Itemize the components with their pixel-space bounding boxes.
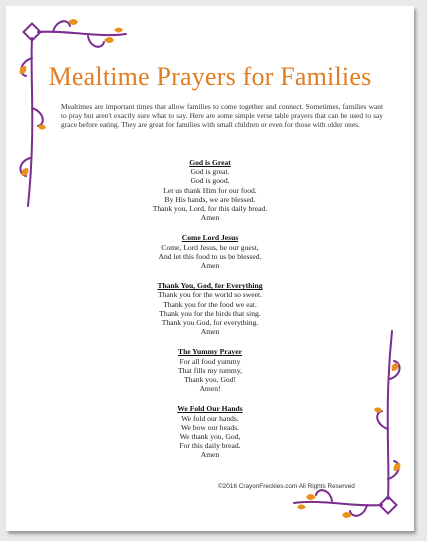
prayer-line: Amen (200, 213, 220, 223)
prayer-title: The Yummy Prayer (178, 347, 242, 357)
prayer-line: Thank you for the food we eat. (163, 299, 257, 309)
prayer-god-is-great (6, 158, 414, 222)
prayer-line: Thank you, Lord, for this daily bread. (152, 204, 268, 214)
prayer-line: Thank you, God! (183, 375, 237, 385)
prayer-line: We fold our hands. (181, 413, 239, 423)
prayer-line: Come, Lord Jesus, be our guest, (161, 242, 259, 252)
prayer-line: Thank you for the world so sweet. (158, 290, 262, 300)
prayer-line: We thank you, God, (179, 432, 241, 442)
prayer-line: God is great. (190, 167, 230, 177)
prayer-line: Thank you for the birds that sing. (159, 308, 261, 318)
prayer-line: And let this food to us be blessed. (158, 251, 262, 261)
prayer-title: We Fold Our Hands (177, 404, 243, 414)
prayer-line: That fills my tummy, (177, 365, 243, 375)
copyright-footer: ©2016 CrayonFreckles.com All Rights Reserved (218, 483, 355, 490)
prayer-line: For all food yummy (179, 356, 241, 366)
prayer-line: Amen (200, 327, 220, 337)
prayer-come-lord-jesus (6, 233, 414, 270)
page-title: Mealtime Prayers for Families (48, 62, 372, 91)
prayer-list (6, 158, 414, 471)
prayer-yummy (6, 347, 414, 393)
prayer-line: For this daily bread. (179, 441, 241, 451)
prayer-line: Amen! (199, 384, 221, 394)
prayer-line: Thank you God, for everything. (161, 318, 259, 328)
prayer-line: God is good. (190, 176, 230, 186)
prayer-line: By His hands, we are blessed. (164, 194, 256, 204)
intro-paragraph: Mealtimes are important times that allow families to come together and connect. Sometimes, families want to pray but aren't exactly sure what to say. Here are some simple verse table prayers that can be used to say grace before eating. They are great for families with small children or even for those with older ones. (61, 102, 383, 129)
prayer-thank-you-god (6, 281, 414, 336)
prayer-line: Amen (200, 450, 220, 460)
prayer-title: Thank You, God, for Everything (157, 281, 263, 291)
prayer-line: Let us thank Him for our food. (163, 185, 257, 195)
prayer-title: God is Great (189, 158, 231, 167)
prayer-we-fold-our-hands (6, 404, 414, 459)
prayer-title: Come Lord Jesus (181, 233, 239, 243)
prayer-line: Amen (200, 261, 220, 271)
printable-page (6, 6, 414, 531)
prayer-line: We bow our heads. (180, 422, 239, 432)
